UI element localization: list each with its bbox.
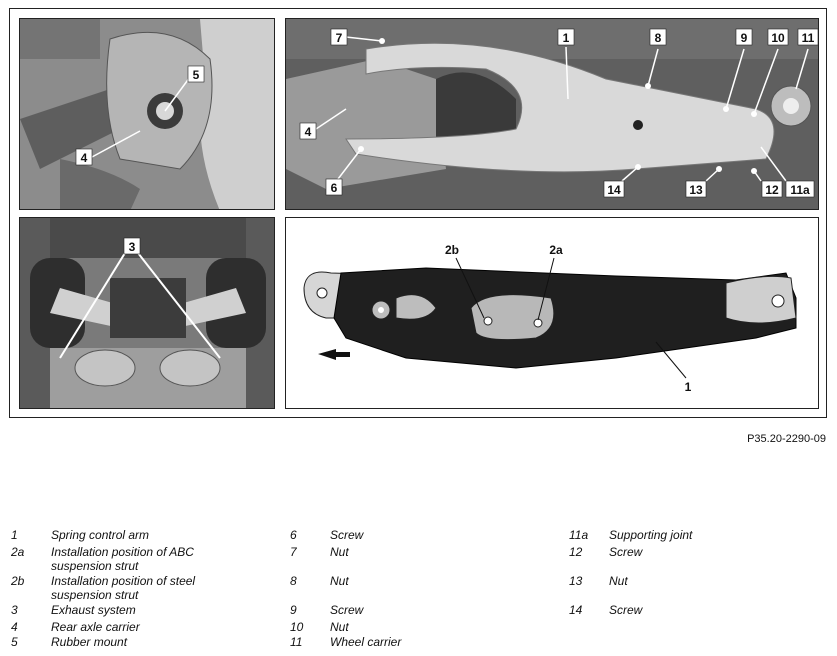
- callout-1: 1: [562, 31, 570, 45]
- callout-7: 7: [335, 31, 343, 45]
- callout-6: 6: [330, 181, 338, 195]
- callout-1-drawing: 1: [684, 380, 692, 394]
- callout-10: 10: [771, 31, 785, 45]
- callout-12: 12: [765, 183, 779, 197]
- callout-2a: 2a: [549, 243, 563, 257]
- photo-vehicle-underside: [19, 217, 275, 409]
- callout-11a: 11a: [790, 183, 810, 197]
- callout-13: 13: [689, 183, 703, 197]
- callout-3: 3: [128, 240, 136, 254]
- drawing-spring-control-arm: [285, 217, 819, 409]
- callout-8: 8: [654, 31, 662, 45]
- photo-spring-control-arm: [285, 18, 819, 210]
- figure-reference-code: P35.20-2290-09: [747, 433, 826, 445]
- callout-11: 11: [801, 31, 815, 45]
- callout-2b: 2b: [444, 243, 460, 257]
- callout-14: 14: [607, 183, 621, 197]
- callout-5: 5: [192, 68, 200, 82]
- callout-9: 9: [740, 31, 748, 45]
- callout-4-arm: 4: [304, 125, 312, 139]
- callout-4: 4: [80, 151, 88, 165]
- photo-rear-axle-carrier: [19, 18, 275, 210]
